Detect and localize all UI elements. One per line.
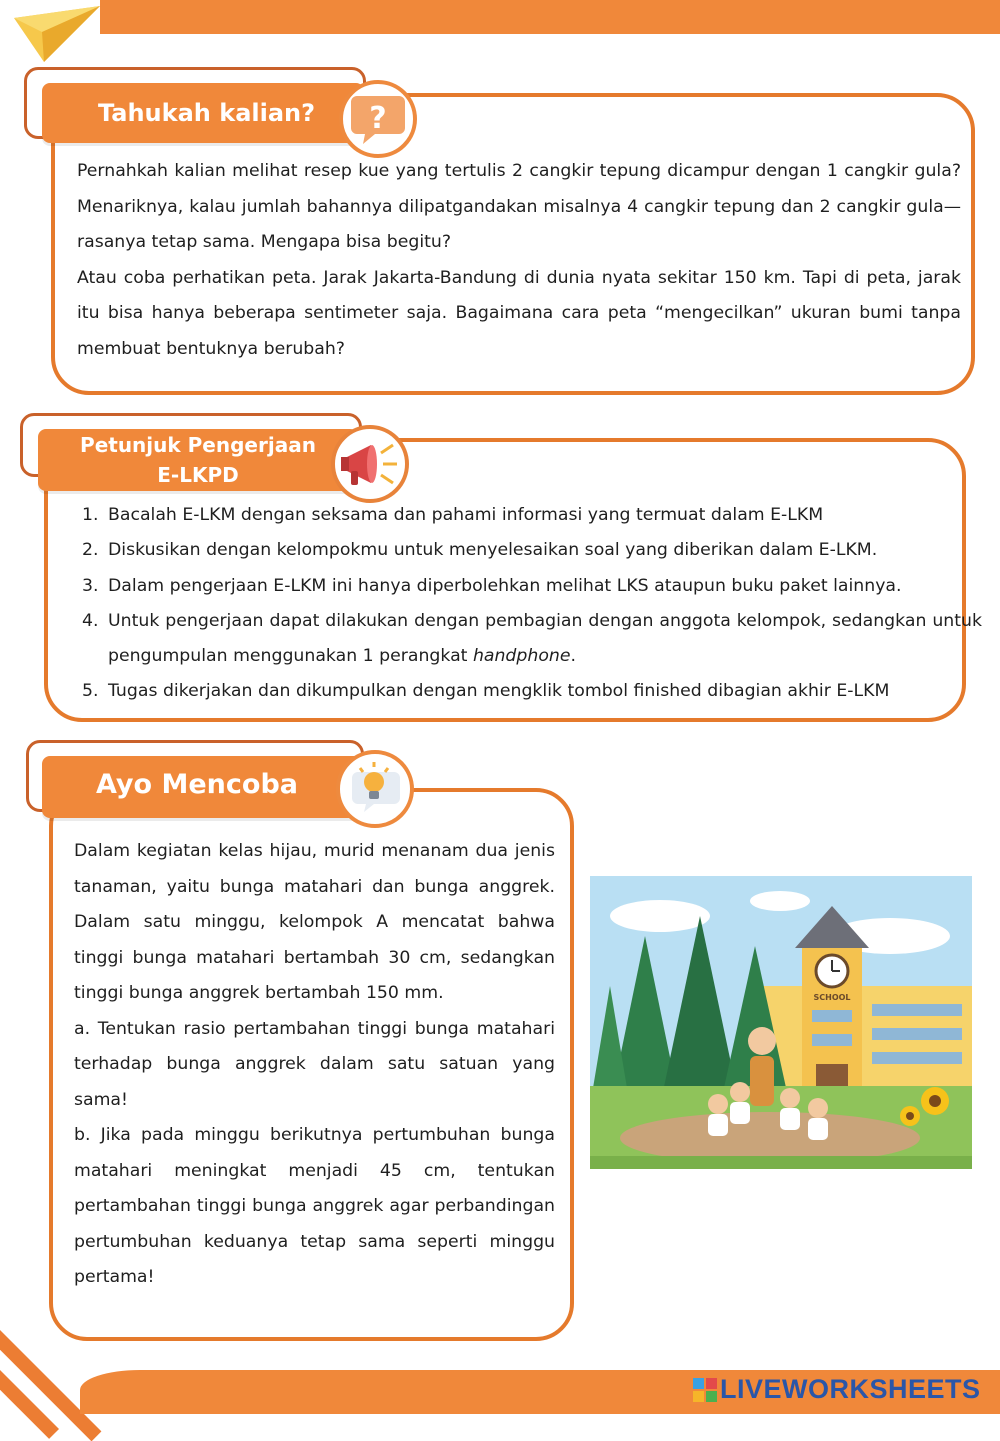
question-badge: [339, 80, 417, 158]
problem-intro: Dalam kegiatan kelas hijau, murid menanam dua jenis tanaman, yaitu bunga matahari dan bunga anggrek. Dalam satu minggu, kelompok A mencatat bahwa tinggi bunga matahari bertambah 30 cm, sedangkan tinggi bunga anggrek bertambah 150 mm.: [74, 841, 555, 1003]
list-item: 1. Bacalah E-LKM dengan seksama dan pahami informasi yang termuat dalam E-LKM: [104, 498, 982, 533]
section3-title: Ayo Mencoba: [42, 756, 362, 818]
section2-title: [38, 429, 358, 491]
svg-text:?: ?: [369, 101, 387, 136]
section1-paragraph-2: Atau coba perhatikan peta. Jarak Jakarta-Bandung di dunia nyata sekitar 150 km. Tapi di peta, jarak itu bisa hanya beberapa sentimeter saja. Bagaimana cara peta “mengecilkan” ukuran bumi tanpa membuat bentuknya berubah?: [77, 267, 961, 359]
liveworksheets-brand[interactable]: LIVEWORKSHEETS: [720, 1374, 981, 1404]
section2-title-line2: E-LKPD: [157, 463, 239, 487]
list-item: 5. Tugas dikerjakan dan dikumpulkan dengan mengklik tombol finished dibagian akhir E-LKM: [104, 674, 982, 709]
lightbulb-icon: [340, 754, 410, 824]
section1-text: [77, 154, 961, 367]
logo-letters: [692, 1374, 693, 1375]
step4-italic: handphone: [472, 646, 571, 667]
school-garden-illustration: [590, 876, 972, 1169]
section3-text: [74, 834, 555, 1296]
step4-text: Untuk pengerjaan dapat dilakukan dengan pembagian dengan anggota kelompok, sedangkan untuk pengumpulan menggunakan 1 perangkat: [108, 610, 982, 667]
section1-title: Tahukah kalian?: [42, 83, 364, 143]
question-icon: [343, 84, 413, 154]
section2-title-line1: Petunjuk Pengerjaan: [80, 433, 316, 457]
list-item: 3. Dalam pengerjaan E-LKM ini hanya diperbolehkan melihat LKS ataupun buku paket lainnya.: [104, 569, 982, 604]
top-orange-bar: [100, 0, 1000, 34]
step4-end: .: [570, 646, 576, 667]
liveworksheets-logo-icon: [693, 1378, 717, 1402]
megaphone-icon: [335, 429, 405, 499]
section1-paragraph-1: Pernahkah kalian melihat resep kue yang tertulis 2 cangkir tepung dicampur dengan 1 cangkir gula? Menariknya, kalau jumlah bahannya dilipatgandakan misalnya 4 cangkir tepung dan 2 cangkir gula—rasanya tetap sama. Mengapa bisa begitu?: [77, 161, 961, 252]
question-b: b. Jika pada minggu berikutnya pertumbuhan bunga matahari meningkat menjadi 45 cm, tentukan pertambahan tinggi bunga anggrek agar perbandingan pertumbuhan keduanya tetap sama seperti minggu pertama!: [74, 1125, 555, 1287]
list-item: [104, 604, 982, 675]
list-item: 2. Diskusikan dengan kelompokmu untuk menyelesaikan soal yang diberikan dalam E-LKM.: [104, 533, 982, 568]
megaphone-badge: [331, 425, 409, 503]
question-a: a. Tentukan rasio pertambahan tinggi bunga matahari terhadap bunga anggrek dalam satu satuan yang sama!: [74, 1018, 555, 1110]
paper-plane-icon: [8, 2, 100, 64]
school-sign: SCHOOL: [813, 993, 851, 1002]
lightbulb-badge: [336, 750, 414, 828]
instruction-list: [74, 498, 982, 710]
